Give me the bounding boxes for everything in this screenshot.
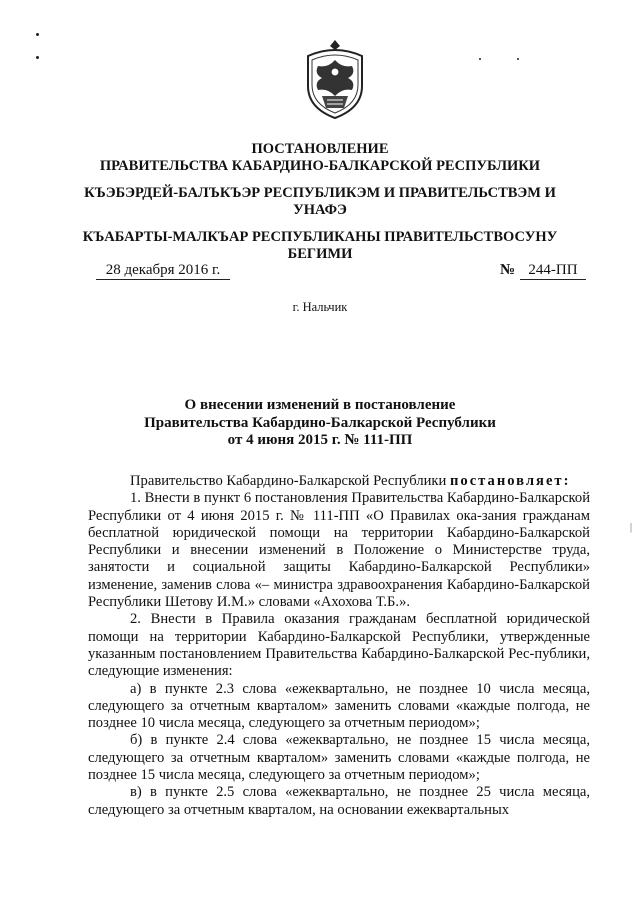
coat-of-arms-emblem bbox=[300, 38, 370, 120]
paragraph-2: 2. Внести в Правила оказания гражданам бесплатной юридической помощи на территории Кабардино-Балкарской Республики, утвержденные указанным постановлением Правительства Кабардино-Балкарской Рес-публики, следующие изменения: bbox=[88, 611, 590, 680]
intro-paragraph bbox=[88, 473, 590, 490]
document-title bbox=[0, 397, 640, 450]
decree-heading: ПОСТАНОВЛЕНИЕ bbox=[251, 141, 389, 157]
subparagraph-a: а) в пункте 2.3 слова «ежеквартально, не позднее 10 числа месяца, следующего за отчетным кварталом» заменить словами «каждые полгода, не позднее 10 числа месяца, следующего за отчетным периодом»; bbox=[88, 680, 590, 732]
decree-date: 28 декабря 2016 г. bbox=[96, 262, 230, 280]
intro-text: Правительство Кабардино-Балкарской Республики bbox=[130, 473, 447, 489]
heading-kabardian-line2: УНАФЭ bbox=[293, 202, 347, 218]
paragraph-1: 1. Внести в пункт 6 постановления Правительства Кабардино-Балкарской Республики от 4 июня 2015 г. № 111-ПП «О Правилах ока-зания гражданам бесплатной юридической помощи на территории Кабардино-Балкарской Республики и внесении изменений в Положение о Министерстве труда, занятости и социальной защиты Кабардино-Балкарской Республики» изменение, заменив слова «– министра здравоохранения Кабардино-Балкарской Республики Шетову И.М.» словами «Ахохова Т.Б.». bbox=[88, 490, 590, 611]
heading-kabardian-line1: КЪЭБЭРДЕЙ-БАЛЪКЪЭР РЕСПУБЛИКЭМ И ПРАВИТЕЛЬСТВЭМ И bbox=[84, 185, 556, 201]
title-line: Правительства Кабардино-Балкарской Республики bbox=[144, 414, 496, 431]
heading-balkar-line1: КЪАБАРТЫ-МАЛКЪАР РЕСПУБЛИКАНЫ ПРАВИТЕЛЬСТВОСУНУ bbox=[82, 229, 558, 245]
government-name-russian: ПРАВИТЕЛЬСТВА КАБАРДИНО-БАЛКАРСКОЙ РЕСПУБЛИКИ bbox=[99, 158, 541, 174]
document-body bbox=[88, 473, 590, 819]
decree-verb: постановляет: bbox=[450, 473, 571, 489]
title-line: О внесении изменений в постановление bbox=[184, 397, 456, 413]
scan-speck bbox=[479, 58, 481, 60]
decree-number: 244-ПП bbox=[520, 262, 586, 280]
heading-balkar-line2: БЕГИМИ bbox=[287, 246, 353, 262]
margin-mark: | bbox=[630, 522, 633, 533]
scan-speck bbox=[517, 58, 519, 60]
subparagraph-b: б) в пункте 2.4 слова «ежеквартально, не позднее 15 числа месяца, следующего за отчетным кварталом» заменить словами «каждые полгода, не позднее 15 числа месяца, следующего за отчетным периодом»; bbox=[88, 732, 590, 784]
title-line: от 4 июня 2015 г. № 111-ПП bbox=[227, 432, 413, 448]
number-sign: № bbox=[500, 262, 516, 278]
scan-speck bbox=[36, 33, 39, 36]
city-name: г. Нальчик bbox=[292, 300, 348, 314]
scan-speck bbox=[36, 56, 39, 59]
subparagraph-v: в) в пункте 2.5 слова «ежеквартально, не позднее 25 числа месяца, следующего за отчетным кварталом, на основании ежеквартальных bbox=[88, 784, 590, 818]
